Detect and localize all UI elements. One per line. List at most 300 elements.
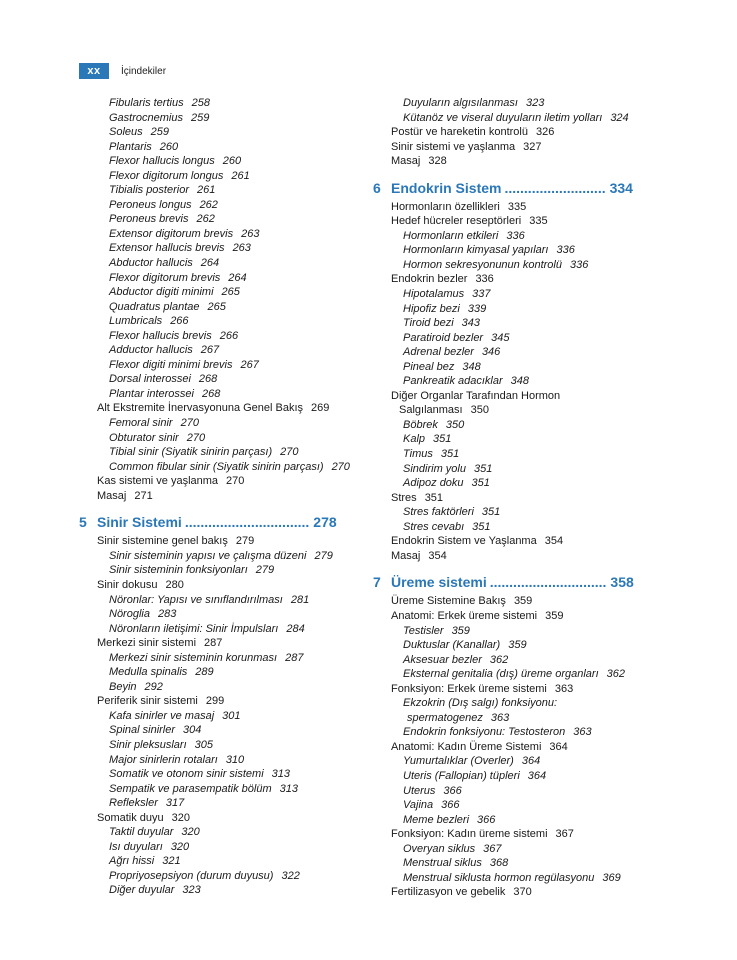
toc-entry-title: Masaj [97, 489, 127, 502]
toc-page-number: 258 [191, 97, 210, 109]
toc-entry[interactable] [79, 169, 369, 184]
chapter-leader-dots: .............................. [489, 574, 607, 591]
toc-entry[interactable] [79, 869, 369, 884]
toc-page-number: 283 [157, 608, 177, 621]
toc-entry-title: Pineal bez [403, 360, 455, 373]
toc-entry[interactable] [79, 372, 369, 387]
toc-entry[interactable] [79, 271, 369, 286]
toc-entry-title: Flexor hallucis brevis [109, 329, 212, 342]
toc-entry-title: Stres cevabı [403, 520, 465, 533]
toc-page-number: 351 [440, 448, 460, 461]
toc-entry-title: Isı duyuları [109, 840, 163, 853]
toc-page-number: 279 [235, 535, 255, 548]
toc-entry[interactable] [373, 769, 663, 784]
toc-entry-title: Diğer duyular [109, 884, 175, 897]
toc-page-number: 339 [467, 302, 487, 315]
toc-entry[interactable] [373, 374, 663, 389]
toc-entry[interactable] [373, 696, 663, 711]
toc-entry[interactable] [79, 593, 369, 608]
toc-page-number: 259 [190, 111, 210, 124]
toc-entry[interactable] [373, 331, 663, 346]
toc-page-number: 327 [523, 140, 542, 153]
toc-entry-title: Plantar interossei [109, 387, 194, 400]
toc-entry-title: Hormonların özellikleri [391, 200, 500, 213]
toc-page-number: 270 [180, 417, 199, 430]
toc-page-number: 305 [194, 738, 213, 751]
toc-entry-title: Hipofiz bezi [403, 302, 460, 315]
toc-page-number: 289 [195, 666, 214, 679]
toc-page-number: 260 [222, 155, 242, 168]
toc-page-number: 299 [205, 695, 225, 708]
toc-entry[interactable] [79, 140, 369, 155]
toc-entry[interactable] [373, 229, 663, 244]
toc-entry[interactable] [373, 316, 663, 331]
toc-entry-title: Adipoz doku [403, 477, 464, 490]
toc-page-number: 354 [428, 549, 447, 562]
toc-page-number: 364 [549, 740, 568, 753]
toc-entry[interactable] [373, 885, 663, 900]
toc-entry[interactable] [373, 549, 663, 564]
toc-entry[interactable] [79, 578, 369, 593]
toc-entry-title: Flexor hallucis longus [109, 155, 215, 168]
toc-page-number: 351 [433, 433, 452, 446]
chapter-number: 5 [79, 514, 87, 531]
toc-entry[interactable] [79, 474, 369, 489]
toc-entry[interactable] [79, 212, 369, 227]
toc-page-number: 320 [171, 811, 191, 824]
toc-entry-title: Sinir pleksusları [109, 738, 187, 751]
toc-entry[interactable] [79, 811, 369, 826]
toc-page-number: 345 [491, 331, 510, 344]
toc-page-number: 279 [255, 564, 275, 577]
toc-entry[interactable] [373, 624, 663, 639]
toc-entry[interactable] [373, 711, 663, 726]
toc-page-number: 351 [473, 462, 493, 475]
toc-entry-title: Periferik sinir sistemi [97, 695, 198, 708]
toc-entry-title: Ağrı hissi [109, 855, 155, 868]
toc-page-number: 362 [489, 653, 509, 666]
toc-page-number: 263 [232, 242, 251, 255]
toc-entry[interactable] [373, 754, 663, 769]
toc-entry-title: Fibularis tertius [109, 97, 184, 109]
toc-entry[interactable] [373, 827, 663, 842]
toc-entry[interactable] [79, 607, 369, 622]
toc-entry-title: Lumbricals [109, 315, 163, 328]
toc-page-number: 320 [181, 826, 200, 839]
toc-entry-title: Diğer Organlar Tarafından Hormon [391, 389, 561, 402]
toc-entry[interactable] [79, 416, 369, 431]
toc-entry-title: Gastrocnemius [109, 111, 183, 124]
toc-entry[interactable] [79, 285, 369, 300]
toc-entry-title: Anatomi: Erkek üreme sistemi [391, 609, 538, 622]
toc-entry[interactable] [373, 856, 663, 871]
toc-page-number: 364 [527, 769, 547, 782]
toc-entry[interactable] [373, 432, 663, 447]
toc-entry-title: Nöronlar: Yapısı ve sınıflandırılması [109, 593, 283, 606]
toc-page-number: 292 [144, 680, 163, 693]
toc-page-number: 320 [170, 840, 190, 853]
toc-entry-title: Propriyosepsiyon (durum duyusu) [109, 869, 274, 882]
chapter-leader-dots: .......................... [504, 179, 606, 196]
toc-entry[interactable] [373, 505, 663, 520]
toc-page-number: 270 [186, 431, 206, 444]
toc-entry-title: Menstrual siklus [403, 857, 482, 870]
chapter-heading[interactable] [373, 571, 663, 593]
chapter-title: Endokrin Sistem [391, 179, 502, 196]
toc-page-number: 265 [221, 286, 240, 299]
toc-entry[interactable] [373, 302, 663, 317]
toc-entry[interactable] [373, 520, 663, 535]
toc-entry[interactable] [79, 636, 369, 651]
toc-entry[interactable] [373, 154, 663, 169]
toc-page-number: 261 [197, 184, 216, 197]
toc-entry[interactable] [79, 883, 369, 898]
running-title: İçindekiler [121, 65, 167, 77]
toc-page-number: 280 [165, 578, 184, 591]
toc-entry[interactable] [373, 871, 663, 886]
toc-page-number: 264 [228, 271, 247, 284]
chapter-leader-dots: ................................ [184, 514, 310, 531]
toc-entry-title: Major sinirlerin rotaları [109, 753, 218, 766]
toc-entry[interactable] [373, 798, 663, 813]
toc-entry-title: Flexor digitorum longus [109, 169, 224, 182]
toc-entry[interactable] [373, 214, 663, 229]
toc-entry-title: Sinir sistemine genel bakış [97, 535, 228, 548]
toc-entry-title: Taktil duyular [109, 826, 174, 839]
toc-entry[interactable] [79, 549, 369, 564]
toc-entry[interactable] [79, 767, 369, 782]
toc-entry-title: Peroneus longus [109, 198, 192, 211]
toc-page-number: 366 [443, 784, 462, 797]
toc-page-number: 269 [311, 402, 330, 415]
toc-page-number: 368 [489, 857, 509, 870]
toc-entry-title: Extensor digitorum brevis [109, 227, 234, 240]
toc-entry-title: Nöroglia [109, 608, 150, 621]
chapter-heading[interactable] [79, 511, 369, 533]
toc-entry[interactable] [79, 431, 369, 446]
toc-entry[interactable] [79, 694, 369, 709]
toc-entry-title: Tiroid bezi [403, 317, 454, 330]
toc-entry[interactable] [79, 825, 369, 840]
toc-entry-title: spermatogenez [407, 711, 483, 724]
toc-entry-title: Vajina [403, 799, 434, 812]
toc-entry-title: Postür ve hareketin kontrolü [391, 126, 528, 139]
chapter-page-number: 334 [609, 179, 633, 196]
toc-entry-title: Somatik ve otonom sinir sistemi [109, 768, 264, 781]
toc-entry[interactable] [79, 241, 369, 256]
toc-entry[interactable] [79, 723, 369, 738]
toc-page-number: 287 [204, 637, 223, 650]
toc-entry-title: Fonksiyon: Kadın üreme sistemi [391, 828, 548, 841]
toc-entry[interactable] [79, 796, 369, 811]
toc-entry[interactable] [79, 782, 369, 797]
toc-entry[interactable] [79, 840, 369, 855]
toc-entry-title: Masaj [391, 155, 421, 168]
toc-entry-title: Merkezi sinir sistemi [97, 637, 197, 650]
toc-entry-title: Böbrek [403, 418, 438, 431]
toc-entry-title: Nöronların iletişimi: Sinir İmpulsları [109, 622, 279, 635]
toc-entry[interactable] [79, 256, 369, 271]
toc-page-number: 270 [280, 446, 299, 459]
toc-entry[interactable] [373, 360, 663, 375]
toc-page-number: 262 [199, 198, 218, 211]
toc-page-number: 279 [314, 549, 333, 562]
toc-page-number: 317 [165, 797, 185, 810]
toc-entry-title: Kas sistemi ve yaşlanma [97, 475, 219, 488]
toc-entry[interactable] [79, 96, 369, 111]
toc-page-number: 281 [290, 593, 310, 606]
toc-entry-title: Beyin [109, 680, 137, 693]
toc-entry[interactable] [373, 272, 663, 287]
chapter-title: Sinir Sistemi [97, 514, 182, 531]
toc-entry[interactable] [79, 753, 369, 768]
toc-page-number: 359 [545, 609, 564, 622]
toc-entry[interactable] [373, 287, 663, 302]
toc-entry[interactable] [373, 725, 663, 740]
toc-entry[interactable] [79, 563, 369, 578]
toc-entry[interactable] [373, 200, 663, 215]
toc-page-number: 287 [285, 651, 304, 664]
toc-entry-title: Obturator sinir [109, 431, 179, 444]
toc-entry-title: Overyan siklus [403, 842, 476, 855]
page-header [79, 62, 166, 80]
toc-page-number: 310 [225, 753, 245, 766]
toc-page-number: 304 [183, 724, 202, 737]
toc-entry-title: Abductor digiti minimi [109, 286, 214, 299]
toc-page-number: 370 [513, 886, 532, 899]
toc-entry-title: Somatik duyu [97, 811, 164, 824]
toc-page-number: 336 [556, 244, 575, 257]
toc-entry[interactable] [79, 445, 369, 460]
toc-entry-title: Timus [403, 448, 433, 461]
toc-entry-title: Adrenal bezler [403, 346, 474, 359]
toc-entry[interactable] [79, 854, 369, 869]
toc-entry-title: Kütanöz ve viseral duyuların iletim yolları [403, 111, 603, 124]
toc-page-number: 322 [281, 869, 300, 882]
toc-entry[interactable] [79, 111, 369, 126]
toc-entry[interactable] [373, 243, 663, 258]
toc-page-number: 359 [513, 595, 533, 608]
toc-entry[interactable] [79, 622, 369, 637]
toc-entry[interactable] [79, 125, 369, 140]
toc-page-number: 367 [555, 828, 574, 841]
toc-entry[interactable] [373, 491, 663, 506]
toc-entry[interactable] [79, 401, 369, 416]
toc-entry[interactable] [373, 403, 663, 418]
toc-entry[interactable] [373, 842, 663, 857]
toc-page-number: 350 [470, 404, 489, 417]
toc-entry[interactable] [373, 609, 663, 624]
toc-entry[interactable] [79, 329, 369, 344]
toc-page-number: 262 [196, 213, 215, 226]
toc-entry-title: Hedef hücreler reseptörleri [391, 215, 522, 228]
page-number-badge: xx [79, 63, 109, 79]
toc-page-number: 363 [554, 682, 574, 695]
toc-entry[interactable] [79, 534, 369, 549]
toc-page-number: 324 [610, 111, 629, 124]
toc-entry-title: Duktuslar (Kanallar) [403, 639, 501, 652]
toc-entry[interactable] [373, 682, 663, 697]
toc-page-number: 313 [279, 782, 298, 795]
toc-entry[interactable] [373, 740, 663, 755]
toc-entry-title: Uterus [403, 784, 436, 797]
chapter-title: Üreme sistemi [391, 574, 487, 591]
toc-entry-title: Adductor hallucis [109, 344, 193, 357]
toc-page-number: 348 [510, 375, 530, 388]
toc-page-number: 335 [529, 215, 548, 228]
toc-entry-title: Testisler [403, 624, 444, 637]
toc-entry-title: Fertilizasyon ve gebelik [391, 886, 506, 899]
toc-page-number: 321 [162, 855, 181, 868]
toc-page-number: 336 [506, 229, 525, 242]
toc-entry[interactable] [373, 258, 663, 273]
toc-entry[interactable] [373, 125, 663, 140]
toc-entry[interactable] [373, 534, 663, 549]
toc-page-number: 260 [159, 140, 179, 153]
toc-page-number: 359 [451, 624, 470, 637]
toc-page-number: 336 [569, 258, 589, 271]
toc-entry[interactable] [373, 140, 663, 155]
toc-entry[interactable] [79, 709, 369, 724]
chapter-page-number: 278 [313, 514, 337, 531]
toc-entry[interactable] [79, 358, 369, 373]
toc-entry[interactable] [79, 387, 369, 402]
toc-page-number: 323 [182, 884, 201, 897]
toc-entry-title: Tibialis posterior [109, 184, 189, 197]
toc-entry[interactable] [79, 183, 369, 198]
toc-page-number: 348 [462, 360, 481, 373]
toc-page-number: 271 [134, 489, 153, 502]
toc-entry[interactable] [373, 594, 663, 609]
toc-page-number: 265 [207, 300, 226, 313]
toc-entry-title: Menstrual siklusta hormon regülasyonu [403, 871, 595, 884]
toc-entry-title: Merkezi sinir sisteminin korunması [109, 651, 278, 664]
toc-entry[interactable] [373, 111, 663, 126]
toc-entry-title: Üreme Sistemine Bakış [391, 595, 506, 608]
toc-entry-title: Sinir sisteminin fonksiyonları [109, 564, 248, 577]
toc-entry-title: Alt Ekstremite İnervasyonuna Genel Bakış [97, 402, 304, 415]
toc-page-number: 359 [508, 639, 527, 652]
toc-entry-title: Femoral sinir [109, 417, 173, 430]
toc-page-number: 346 [481, 346, 501, 359]
toc-entry-title: Endokrin bezler [391, 273, 468, 286]
toc-entry[interactable] [373, 389, 663, 404]
toc-entry[interactable] [373, 667, 663, 682]
chapter-number: 6 [373, 179, 381, 196]
toc-entry[interactable] [79, 489, 369, 504]
toc-entry-title: Medulla spinalis [109, 666, 188, 679]
toc-entry-title: Salgılanması [399, 404, 463, 417]
toc-page-number: 363 [490, 711, 510, 724]
toc-entry[interactable] [373, 447, 663, 462]
toc-entry-title: Hormonların etkileri [403, 229, 499, 242]
toc-entry-title: Common fibular sinir (Siyatik sinirin parçası) [109, 460, 324, 473]
toc-entry[interactable] [373, 462, 663, 477]
toc-entry[interactable] [373, 418, 663, 433]
toc-page-number: 336 [475, 273, 494, 286]
toc-entry-title: Dorsal interossei [109, 373, 191, 386]
toc-entry-title: Eksternal genitalia (dış) üreme organları [403, 668, 599, 681]
toc-column-right [373, 96, 663, 900]
toc-entry[interactable] [79, 314, 369, 329]
toc-entry-title: Sinir sisteminin yapısı ve çalışma düzeni [109, 549, 307, 562]
toc-entry-title: Sempatik ve parasempatik bölüm [109, 782, 272, 795]
toc-entry-title: Ekzokrin (Dış salgı) fonksiyonu: [403, 697, 558, 710]
toc-page-number: 270 [226, 475, 245, 488]
toc-entry-title: Stres [391, 491, 417, 504]
chapter-page-number: 358 [610, 574, 634, 591]
toc-entry[interactable] [373, 638, 663, 653]
toc-entry-title: Hipotalamus [403, 288, 465, 301]
toc-entry-title: Peroneus brevis [109, 213, 189, 226]
toc-page-number: 266 [219, 329, 239, 342]
toc-entry-title: Sinir dokusu [97, 578, 158, 591]
toc-page-number: 351 [472, 520, 491, 533]
toc-entry-title: Endokrin fonksiyonu: Testosteron [403, 726, 566, 739]
toc-entry-title: Hormonların kimyasal yapıları [403, 244, 549, 257]
toc-page-number: 367 [483, 842, 502, 855]
toc-entry-title: Uteris (Fallopian) tüpleri [403, 769, 520, 782]
toc-page-number: 335 [507, 200, 527, 213]
toc-entry[interactable] [79, 154, 369, 169]
toc-page-number: 263 [241, 227, 260, 240]
toc-page-number: 267 [200, 344, 220, 357]
toc-page-number: 268 [198, 373, 218, 386]
toc-entry[interactable] [79, 738, 369, 753]
toc-page-number: 351 [481, 506, 501, 519]
toc-page-number: 350 [445, 418, 465, 431]
toc-entry[interactable] [373, 653, 663, 668]
toc-entry-title: Hormon sekresyonunun kontrolü [403, 258, 562, 271]
toc-entry[interactable] [79, 300, 369, 315]
toc-page-number: 270 [331, 460, 350, 473]
toc-page-number: 369 [602, 871, 621, 884]
toc-entry-title: Plantaris [109, 140, 152, 153]
toc-entry-title: Extensor hallucis brevis [109, 242, 225, 255]
chapter-heading[interactable] [373, 177, 663, 199]
toc-entry[interactable] [79, 665, 369, 680]
toc-entry[interactable] [79, 651, 369, 666]
toc-entry-title: Masaj [391, 549, 421, 562]
toc-entry[interactable] [373, 345, 663, 360]
toc-entry[interactable] [79, 343, 369, 358]
toc-entry[interactable] [79, 460, 369, 475]
toc-entry[interactable] [373, 813, 663, 828]
toc-page-number: 259 [150, 126, 169, 139]
toc-page-number: 351 [471, 477, 490, 490]
toc-entry-title: Abductor hallucis [109, 257, 193, 270]
toc-entry[interactable] [79, 227, 369, 242]
chapter-number: 7 [373, 574, 381, 591]
toc-page-number: 264 [200, 257, 220, 270]
toc-page-number: 362 [606, 668, 626, 681]
toc-entry-title: Kafa sinirler ve masaj [109, 709, 215, 722]
toc-entry-title: Aksesuar bezler [403, 653, 482, 666]
toc-entry[interactable] [373, 476, 663, 491]
toc-entry-title: Fonksiyon: Erkek üreme sistemi [391, 682, 547, 695]
toc-entry-title: Spinal sinirler [109, 724, 176, 737]
toc-entry-title: Stres faktörleri [403, 506, 474, 519]
toc-entry[interactable] [79, 680, 369, 695]
toc-entry[interactable] [373, 784, 663, 799]
toc-page-number: 364 [521, 755, 541, 768]
toc-entry[interactable] [79, 198, 369, 213]
toc-page-number: 268 [202, 387, 221, 400]
toc-entry-title: Kalp [403, 433, 426, 446]
toc-entry[interactable] [373, 96, 663, 111]
toc-entry-title: Paratiroid bezler [403, 331, 484, 344]
toc-entry-title: Anatomi: Kadın Üreme Sistemi [391, 740, 542, 753]
